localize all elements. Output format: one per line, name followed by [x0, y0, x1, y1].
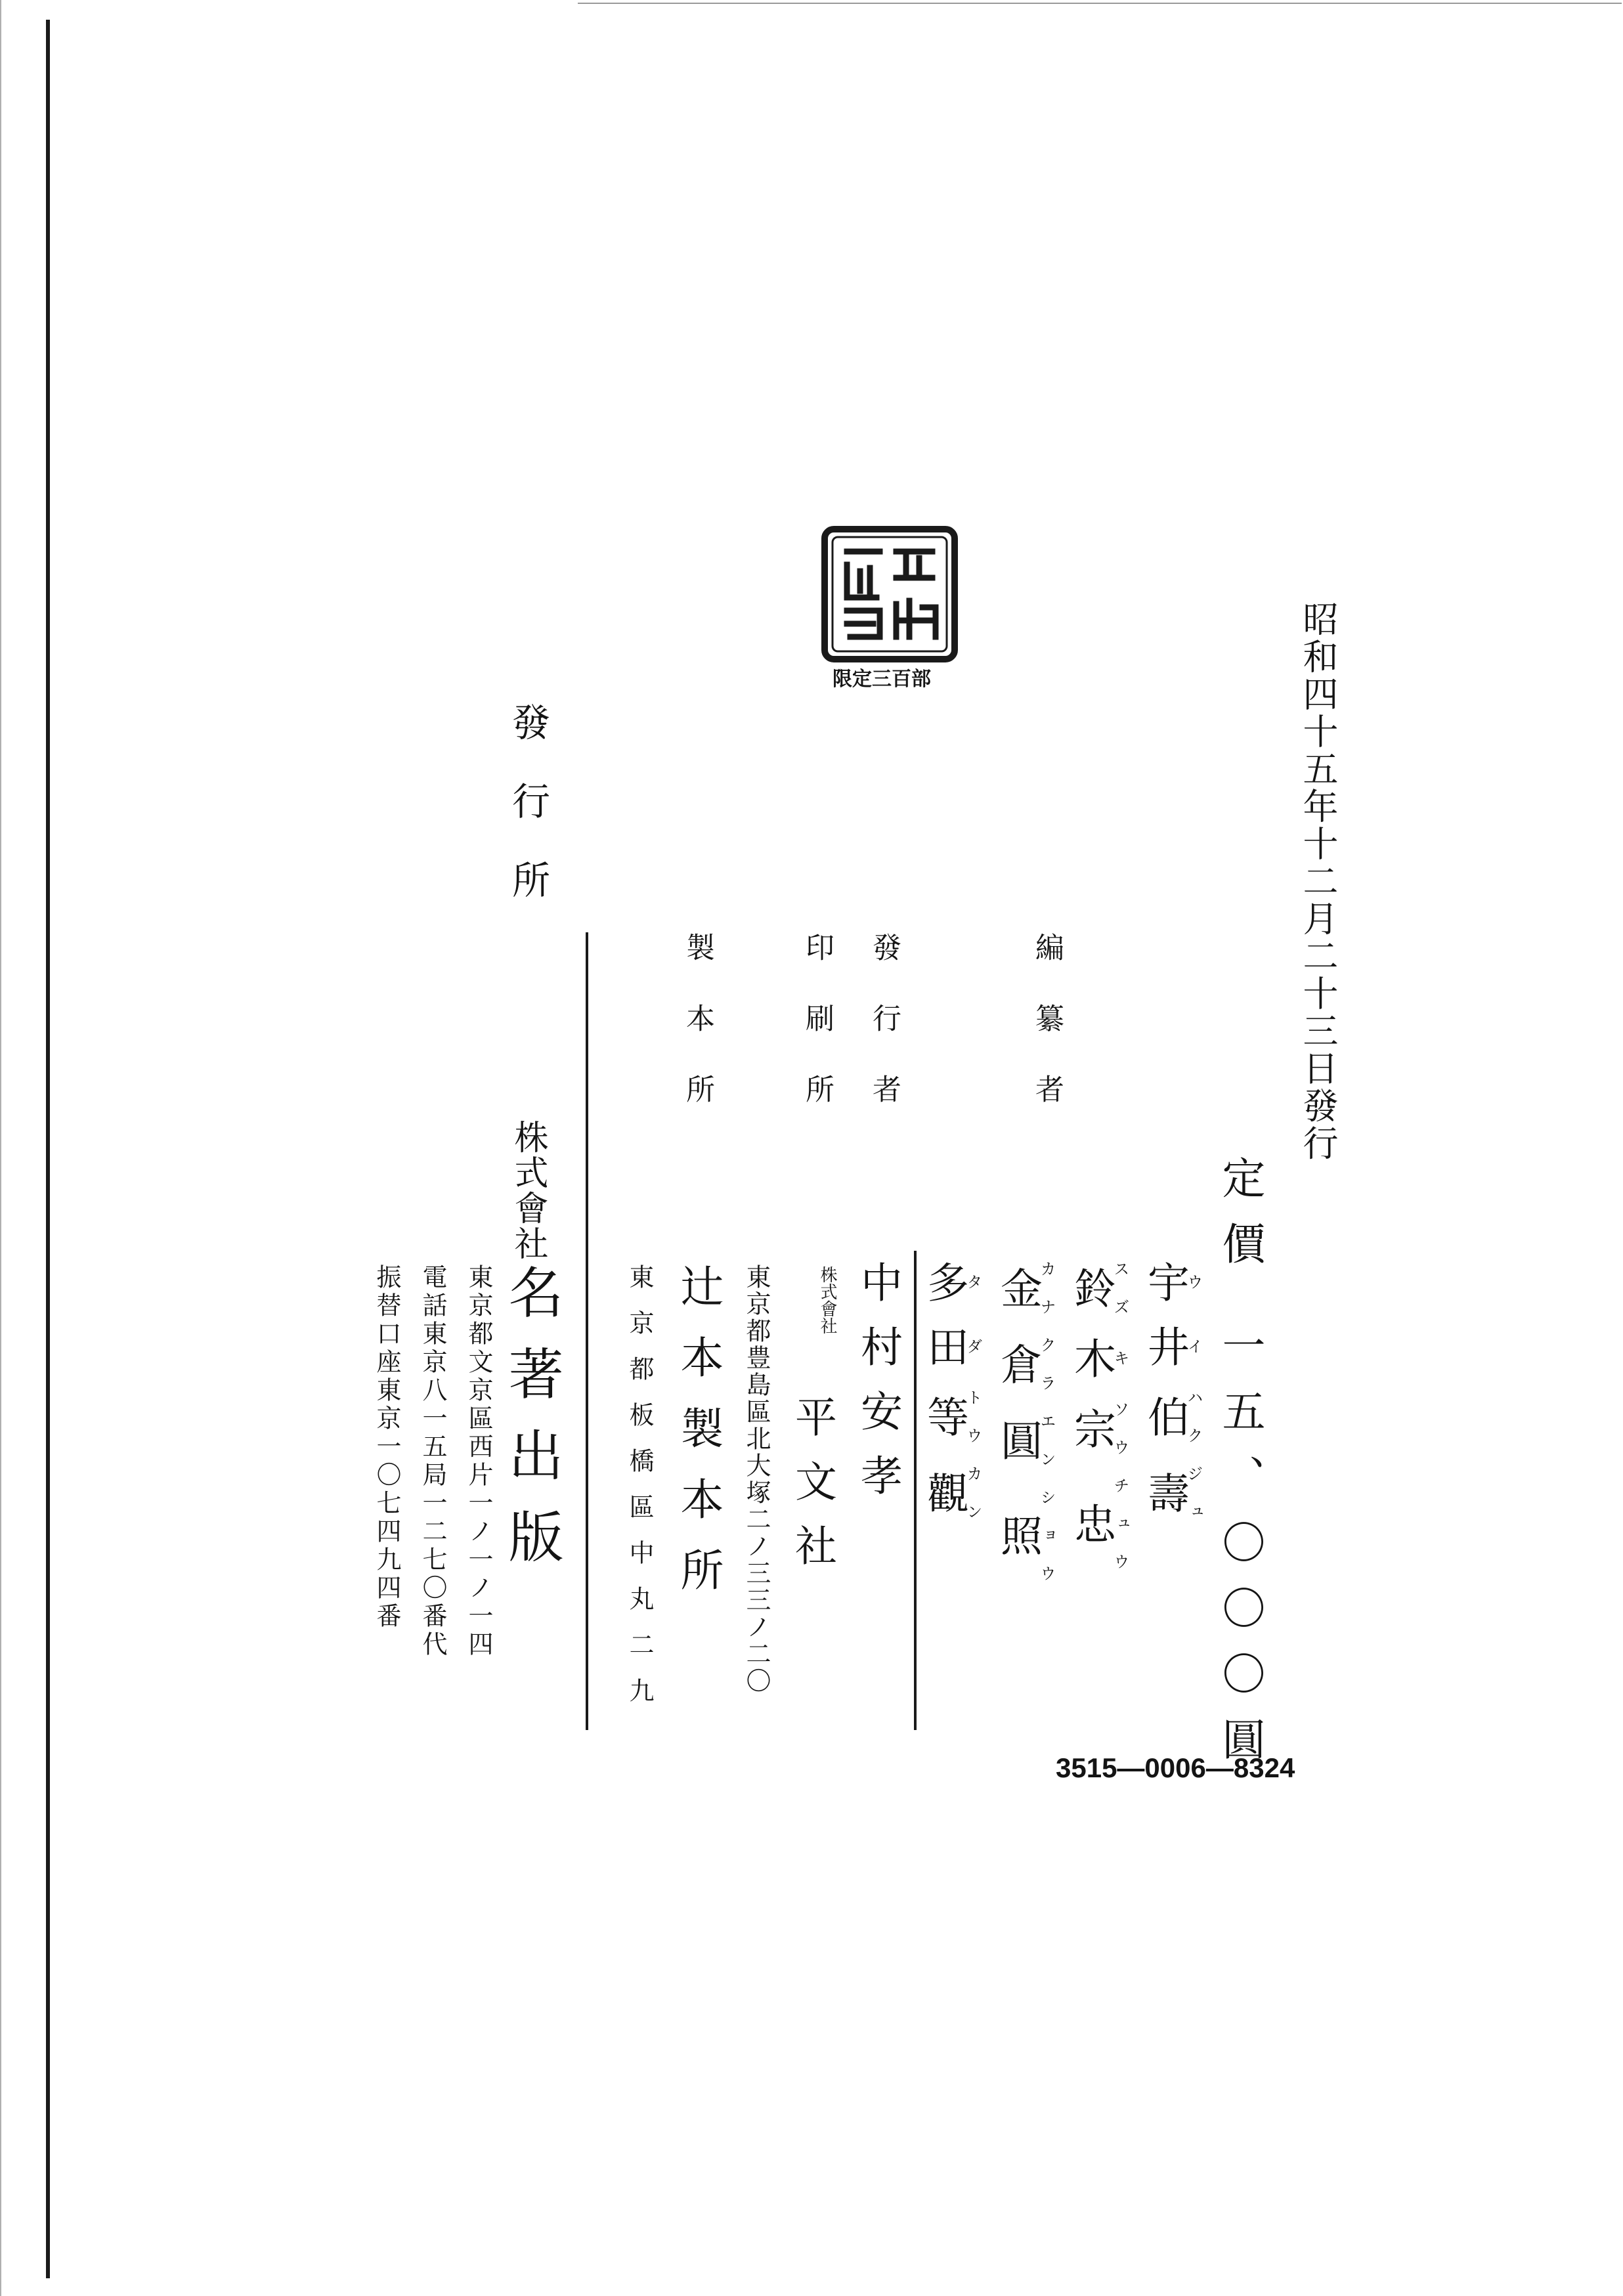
editor-char: 宇ウ: [1140, 1261, 1203, 1325]
editor-name: [993, 1261, 1056, 1603]
publisher-label: 發行所: [506, 703, 550, 939]
publisher-person-name: 中村安孝: [854, 1261, 902, 1518]
issue-date: 昭和四十五年十二月二十三日發行: [1297, 601, 1339, 1162]
publisher-company-type: 株式會社: [508, 1119, 548, 1261]
editor-char: 忠チュウ: [1067, 1477, 1129, 1592]
editor-char: 伯ハク: [1140, 1389, 1203, 1465]
editor-char: 多タ: [920, 1261, 982, 1325]
printer-company-type: 株式會社: [817, 1266, 837, 1334]
book-code: 3515—0006—8324: [1056, 1752, 1295, 1783]
printer-address: 東京都豊島區北大塚二ノ三三ノ二〇: [742, 1264, 771, 1695]
editor-char: 鈴スズ: [1067, 1261, 1129, 1337]
publisher-person-label: 發行者: [867, 932, 901, 1145]
edition-limit: 限定三百部: [833, 668, 931, 690]
editors-label: 編纂者: [1030, 932, 1064, 1145]
editor-char: 木キ: [1067, 1337, 1129, 1401]
binder-label: 製本所: [681, 932, 714, 1145]
editor-name: [1140, 1261, 1203, 1542]
binder-address: 東京都板橋區中丸二九: [625, 1264, 654, 1723]
editor-char: 倉クラ: [993, 1337, 1056, 1413]
printer-name: 平文社: [788, 1395, 836, 1588]
editor-char: 田ダ: [920, 1325, 982, 1389]
editor-char: 等トウ: [920, 1389, 982, 1465]
publisher-phone: 電話東京八一五局一二七〇番代: [418, 1264, 447, 1659]
divider-rule: [914, 1251, 917, 1730]
publisher-name: 名著出版: [500, 1264, 564, 1590]
editor-name: [920, 1261, 982, 1542]
seal-icon: [821, 525, 959, 663]
editor-char: 宗ソウ: [1067, 1401, 1129, 1477]
scan-edge-line-thin: [0, 0, 1, 2296]
editor-char: 圓エン: [993, 1413, 1056, 1489]
editor-char: 壽ジュ: [1140, 1465, 1203, 1542]
editor-char: 照ショウ: [993, 1489, 1056, 1603]
publisher-address: 東京都文京區西片一ノ一ノ一四: [464, 1264, 493, 1659]
price: 定價 一五、〇〇〇圓: [1215, 1156, 1265, 1783]
editor-char: 金カナ: [993, 1261, 1056, 1337]
printer-label: 印刷所: [800, 932, 834, 1145]
scan-top-line: [578, 3, 1622, 4]
binder-name: 辻本製本所: [673, 1264, 724, 1618]
divider-rule: [586, 932, 588, 1730]
publisher-transfer-account: 振替口座東京一〇七四九四番: [372, 1264, 401, 1631]
editor-name: [1067, 1261, 1129, 1592]
editor-char: 觀カン: [920, 1465, 982, 1542]
scan-edge-line: [46, 20, 50, 2278]
editor-char: 井イ: [1140, 1325, 1203, 1389]
